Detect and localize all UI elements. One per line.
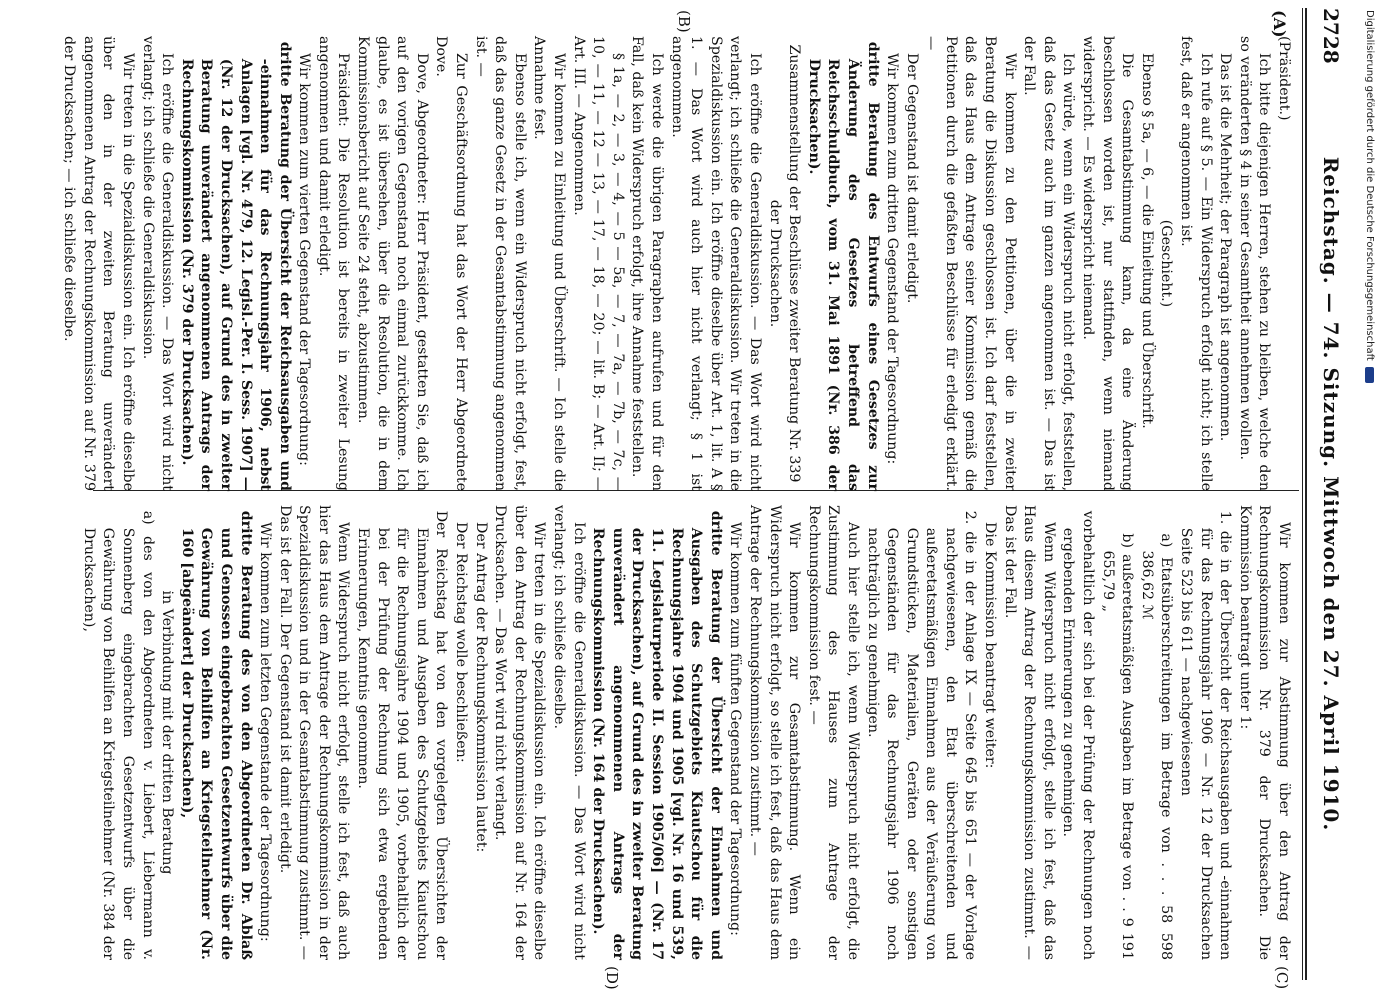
paragraph: § 1a, — 2, — 3, — 4, — 5 — 5a, — 7, — 7a, — 7b, — 7c, — 10, — 11, — 12 — 13, — 17, — 18, — 20; — lit. B; — Art. II; — Art. III. — Angenommen. xyxy=(570,36,626,491)
right-column xyxy=(78,505,1293,990)
paragraph: Wir kommen zum dritten Gegenstand der Tagesordnung: xyxy=(884,53,901,465)
paragraph: Ich werde die übrigen Paragraphen aufrufen und für den Fall, daß kein Widerspruch erfolgt, ihre Annahme feststellen. xyxy=(629,36,665,491)
paragraph: Ebenso stelle ich, wenn ein Widerspruch nicht erfolgt, fest, daß das ganze Gesetz in der Gesamtabstimmung angenommen ist. — xyxy=(472,36,528,491)
paragraph: Auch hier stelle ich, wenn Widerspruch nicht erfolgt, die Zustimmung des Hauses zum Antrage der Rechnungskommission fest. — xyxy=(805,505,861,960)
paragraph: Der Reichstag hat von den vorgelegten Übersichten der Einnahmen und Ausgaben des Schutzgebiets Kiautschou für die Rechnungsjahre 1904 und 1905, vorbehaltlich der bei der Prüfung der Rechnung sich etwa ergebenden Erinnerungen, Kenntnis genommen. xyxy=(355,510,450,960)
paragraph: (Geschieht.) xyxy=(1158,219,1175,308)
margin-mark-d: (D) xyxy=(603,966,621,990)
paragraph: Ich eröffne die Generaldiskussion. — Das Wort wird nicht verlangt; ich schließe die Generaldiskussion. Wir treten in die Spezialdiskussion ein. Ich eröffne dieselbe über Art. 1, lit. A § 1. — Das Wort wird auch hier nicht verlangt; § 1 ist angenommen. xyxy=(668,36,763,491)
agenda-item: dritte Beratung der Übersicht der Reichsausgaben und -einnahmen für das Rechnungsjahr 1906, nebst Anlagen [vgl. Nr. 479, 12. Legisl.-Per. I. Sess. 1907] — (Nr. 12 der Drucksachen), auf Grund des in zweiter Beratung unverändert angenommenen Antrags der Rechnungskommission (Nr. 379 der Drucksachen). xyxy=(178,41,293,491)
page-number: 2728 xyxy=(1319,8,1343,64)
paragraph: Ich rufe auf § 5. — Ein Widerspruch erfolgt nicht; ich stelle fest, daß er angenommen ist. xyxy=(1178,36,1214,491)
paragraph: Wir kommen zu den Petitionen, über die in zweiter Beratung die Diskussion geschlossen ist. Ich darf feststellen, daß das Haus dem Antrage seiner Kommission gemäß die Petitionen durch die gefaßten Beschlüsse für erledigt erklärt. — xyxy=(923,36,1018,491)
paragraph: Ich eröffne die Generaldiskussion. — Das Wort wird nicht verlangt; ich schließe dieselbe. xyxy=(551,505,587,960)
speech: Präsident: Die Resolution ist bereits in zweiter Lesung angenommen und damit erledigt. xyxy=(315,36,352,491)
paragraph: vorbehaltlich der sich bei der Prüfung der Rechnungen noch ergebenden Erinnerungen zu genehmigen. xyxy=(1060,510,1097,960)
list-item: a) des von den Abgeordneten v. Liebert, Liebermann v. Sonnenberg eingebrachten Gesetzentwurfs über die Gewährung von Beihilfen an Kriegsteilnehmer (Nr. 384 der Drucksachen), xyxy=(80,510,156,960)
document-page xyxy=(61,8,1351,990)
page-header xyxy=(1313,8,1347,980)
paragraph: Wir treten in die Spezialdiskussion ein. Ich eröffne dieselbe über den Antrag der Rechnungskommission auf Nr. 164 der Drucksachen. — Das Wort wird nicht verlangt. xyxy=(492,505,548,960)
paragraph: Zur Geschäftsordnung hat das Wort der Herr Abgeordnete Dove. xyxy=(433,36,470,491)
list-item: b) außeretatsmäßigen Ausgaben im Betrage von . . 9 191 655,79 „ xyxy=(1099,533,1136,960)
paragraph: Wir kommen zum letzten Gegenstande der Tagesordnung: xyxy=(257,522,274,942)
credit-text: Digitalisierung gefördert durch die Deutsche Forschungsgemeinschaft xyxy=(1364,10,1375,361)
paragraph: Die Kommission beantragt weiter: xyxy=(982,522,999,769)
agenda-item: dritte Beratung der Übersicht der Einnahmen und Ausgaben des Schutzgebiets Kiautschou für die Rechnungsjahre 1904 und 1905 [vgl. Nr. 16 und 539, 11. Legislaturperiode II. Session 1905/06] — (Nr. 17 der Drucksachen), auf Grund des in zweiter Beratung unverändert angenommenen Antrags der Rechnungskommission (Nr. 164 der Drucksachen). xyxy=(590,510,724,960)
left-column xyxy=(59,10,1293,491)
margin-mark-b: (B) xyxy=(675,10,693,33)
agenda-item: dritte Beratung des Entwurfs eines Gesetzes zur Änderung des Gesetzes betreffend das Reichsschuldbuch, vom 31. Mai 1891 (Nr. 386 der Drucksachen). xyxy=(805,41,881,491)
header-rule xyxy=(1305,8,1307,980)
paragraph: Das ist die Mehrheit; der Paragraph ist angenommen. xyxy=(1217,53,1234,442)
paragraph: Wir kommen zur Gesamtabstimmung. Wenn ein Widerspruch nicht erfolgt, so stelle ich fest, daß das Haus dem Antrage der Rechnungskommission zustimmt. — xyxy=(746,505,803,960)
agenda-item: dritte Beratung des von den Abgeordneten Dr. Ablaß und Genossen eingebrachten Gesetzentwurfs über die Gewährung von Beihilfen an Kriegsteilnehmer (Nr. 160 [abgeändert] der Drucksachen), xyxy=(178,510,254,960)
paragraph: Wenn Widerspruch nicht erfolgt, stelle ich fest, daß auch hier das Haus dem Antrage der Rechnungskommission in der Spezialdiskussion und in der Gesamtabstimmung zustimmt. — Das ist der Fall. Der Gegenstand ist damit erledigt. xyxy=(276,505,352,960)
list-item: a) Etatsüberschreitungen im Betrage von . . . 58 598 386,62 ℳ xyxy=(1138,533,1175,960)
paragraph: Der Antrag der Rechnungskommission lautet: xyxy=(472,522,489,853)
paragraph: Zusammenstellung der Beschlüsse zweiter Beratung Nr. 339 der Drucksachen. xyxy=(766,44,803,483)
dfg-logo xyxy=(1366,367,1375,383)
paragraph: Ich bitte diejenigen Herren, stehen zu bleiben, welche den so veränderten § 4 in seiner Gesamtheit annehmen wollen. xyxy=(1236,36,1273,491)
paragraph: Wir kommen zur Abstimmung über den Antrag der Rechnungskommission Nr. 379 der Drucksachen. Die Kommission beantragt unter 1: xyxy=(1236,505,1292,960)
paragraph: Der Reichstag wolle beschließen: xyxy=(453,522,470,763)
margin-mark-c: (C) xyxy=(1273,966,1291,990)
paragraph: Wir kommen zu Einleitung und Überschrift. — Ich stelle die Annahme fest. xyxy=(531,36,568,491)
list-item: 2. die in der Anlage IX — Seite 645 bis 651 — der Vorlage nachgewiesenen, den Etat überschreitenden und außeretatsmäßigen Einnahmen aus der Veräußerung von Grundstücken, Materialien, Geräten oder sonstigen Gegenständen für das Rechnungsjahr 1906 noch nachträglich zu genehmigen. xyxy=(864,510,979,960)
paragraph: Wir kommen zum vierten Gegenstand der Tagesordnung: xyxy=(296,53,313,466)
running-title: Reichstag. — 74. Sitzung. Mittwoch den 27. April 1910. xyxy=(1319,156,1343,832)
list-item: 1. die in der Übersicht der Reichsausgaben und -einnahmen für das Rechnungsjahr 1906 — Nr. 12 der Drucksachen Seite 523 bis 611 — nachgewiesenen xyxy=(1178,510,1234,960)
speech: Dove, Abgeordneter: Herr Präsident, gestatten Sie, daß ich auf den vorigen Gegenstand noch einmal zurückkomme. Ich glaube, es ist übersehen, über die Resolution, die in dem Kommissionsbericht auf Seite 24 steht, abzustimmen. xyxy=(355,36,430,491)
paragraph: Der Gegenstand ist damit erledigt. xyxy=(903,53,920,304)
paragraph: Ich eröffne die Generaldiskussion. — Das Wort wird nicht verlangt; ich schließe die Generaldiskussion. xyxy=(139,36,176,491)
paragraph: in Verbindung mit der dritten Beratung xyxy=(159,590,176,875)
header-rule-thin xyxy=(1302,8,1303,980)
margin-mark-a: (A) xyxy=(1270,10,1289,38)
paragraph: Wenn Widerspruch nicht erfolgt, stelle ich fest, daß das Haus diesem Antrag der Rechnungskommission zustimmt. — Das ist der Fall. xyxy=(1001,505,1057,960)
paragraph: Wir kommen zum fünften Gegenstand der Tagesordnung: xyxy=(727,522,744,936)
paragraph: Die Gesamtabstimmung kann, da eine Änderung beschlossen worden ist, nur stattfinden, wenn niemand widerspricht. — Es widerspricht niemand. xyxy=(1080,36,1136,491)
paragraph: (Präsident.) xyxy=(1276,36,1292,121)
paragraph: Ich würde, wenn ein Widerspruch nicht erfolgt, feststellen, daß das Gesetz auch im ganzen angenommen ist. — Das ist der Fall. xyxy=(1021,36,1077,491)
digitization-credit xyxy=(1364,10,1375,383)
paragraph: Wir treten in die Spezialdiskussion ein. Ich eröffne dieselbe über den in der zweiten Beratung unverändert angenommenen Antrag der Rechnungskommission auf Nr. 379 der Drucksachen; — ich schließe dieselbe. xyxy=(61,36,136,491)
paragraph: Ebenso § 5a, — 6, — die Einleitung und Überschrift. xyxy=(1138,53,1155,429)
